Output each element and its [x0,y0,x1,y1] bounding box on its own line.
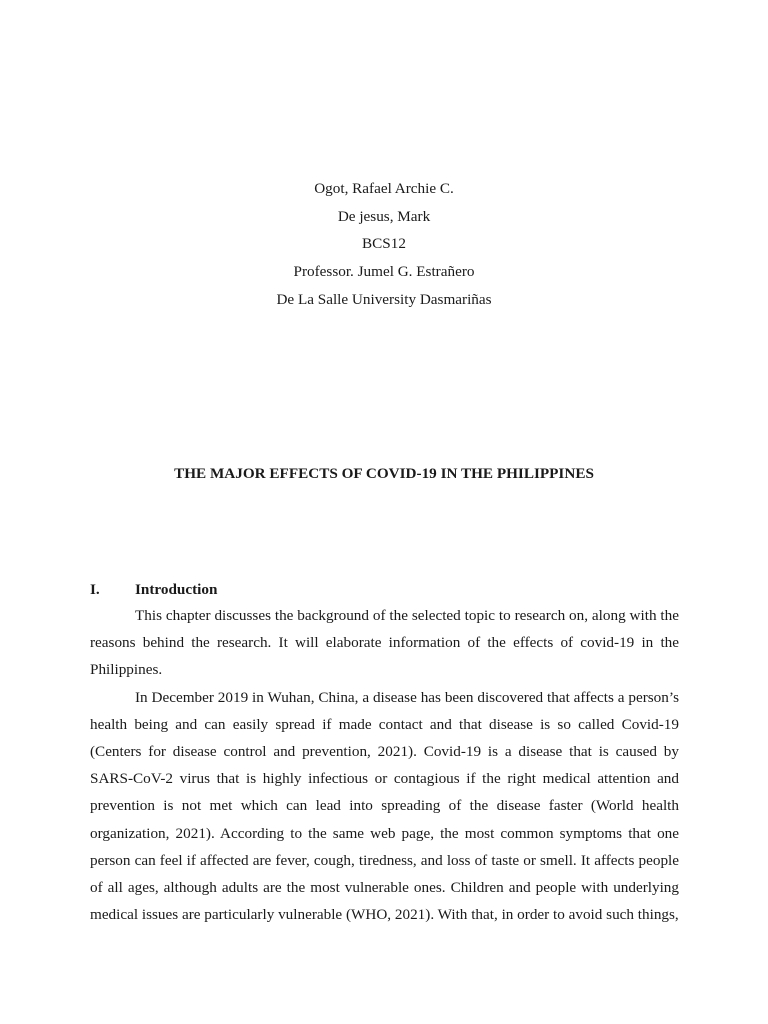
institution-name: De La Salle University Dasmariñas [276,290,492,308]
author-2: De jesus, Mark [337,207,431,225]
title-block [0,175,768,314]
professor-name: Professor. Jumel G. Estrañero [293,263,475,281]
paragraph: This chapter discusses the background of the selected topic to research on, along with the reasons behind the research. It will elaborate information of the effects of covid-19 in the Philippines. [90,607,679,679]
author-1: Ogot, Rafael Archie C. [314,180,454,197]
course-code: BCS12 [362,235,406,253]
section-body [90,602,679,928]
paper-title: THE MAJOR EFFECTS OF COVID-19 IN THE PHILIPPINES [174,465,594,482]
section-title: Introduction [135,581,218,598]
section-heading-introduction [90,578,217,602]
section-number: I. [90,581,100,598]
paragraph: In December 2019 in Wuhan, China, a disease has been discovered that affects a person’s health being and can easily spread if made contact and that disease is so called Covid-19 (Centers for disease control and prevention, 2021). Covid-19 is a disease that is caused by SARS-CoV-2 virus that is highly infectious or contagious if the right medical attention and prevention is not met which can lead into spreading of the disease faster (World health organization, 2021). According to the same web page, the most common symptoms that one person can feel if affected are fever, cough, tiredness, and loss of taste or smell. It affects people of all ages, although adults are the most vulnerable ones. Children and people with underlying medical issues are particularly vulnerable (WHO, 2021). With that, in order to avoid such things, [90,688,679,924]
